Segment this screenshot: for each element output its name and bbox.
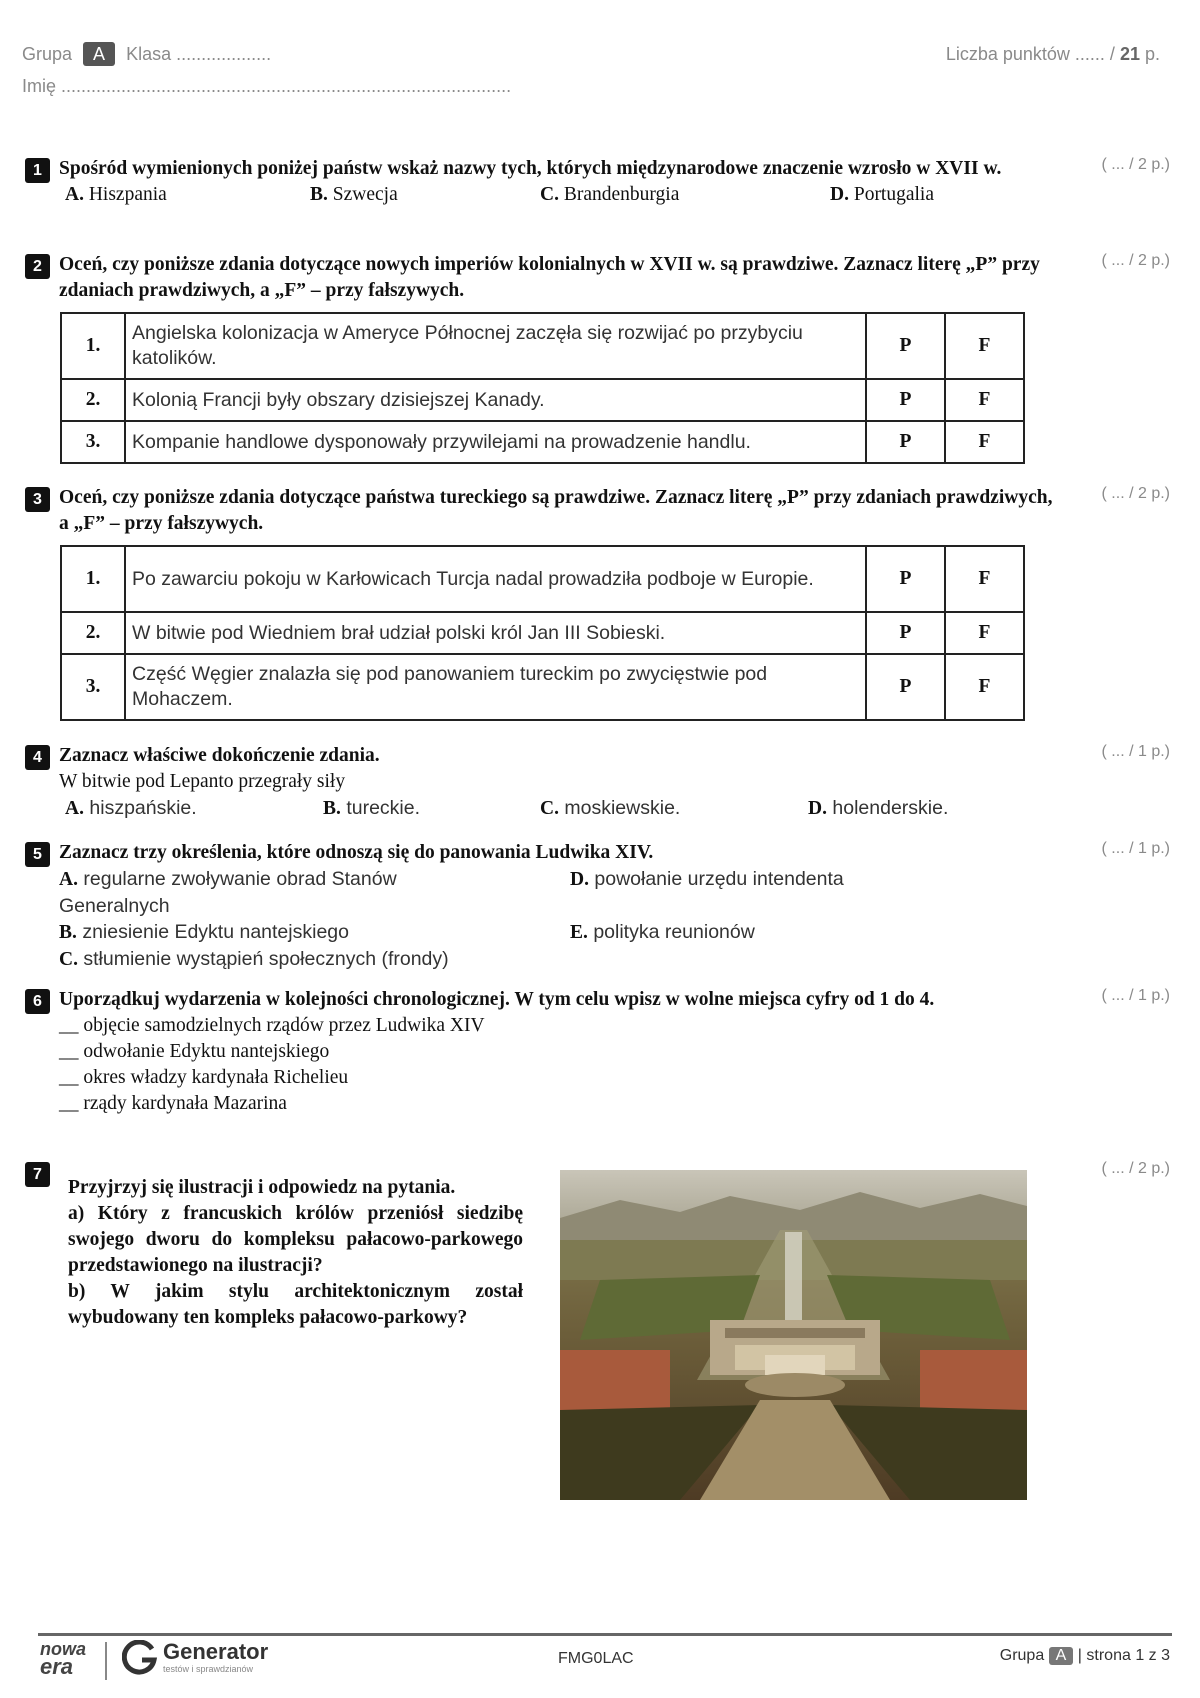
options-left (59, 866, 459, 973)
question-6 (25, 987, 1175, 1117)
options-right (570, 866, 990, 946)
table-row (61, 313, 1024, 379)
question-text: Oceń, czy poniższe zdania dotyczące nowych imperiów kolonialnych w XVII w. są prawdziwe. Zaznacz literę „P” przy zdaniach prawdziwych, a „F” – przy fałszywych. (59, 254, 1040, 301)
question-number: 5 (25, 842, 50, 867)
generator-brand: Generator testów i sprawdzianów (163, 1639, 269, 1674)
question-4 (25, 743, 1175, 822)
row-number: 3. (61, 654, 125, 720)
question-points: ( ... / 1 p.) (1101, 743, 1170, 760)
option-d[interactable]: D. holenderskie. (808, 797, 949, 819)
question-text: Oceń, czy poniższe zdania dotyczące państwa tureckiego są prawdziwe. Zaznacz literę „P” przy zdaniach prawdziwych, a „F” – przy fałszywych. (59, 487, 1053, 534)
option-b[interactable]: B. Szwecja (310, 184, 398, 205)
table-row (61, 546, 1024, 612)
question-text: Spośród wymienionych poniżej państw wskaż nazwy tych, których międzynarodowe znaczenie wzrosło w XVII w. (59, 158, 1002, 179)
true-false-table (60, 545, 1025, 721)
row-number: 1. (61, 313, 125, 379)
logo-divider (105, 1642, 107, 1680)
generator-logo-icon (122, 1640, 158, 1676)
question-number: 1 (25, 158, 50, 183)
false-cell[interactable]: F (945, 313, 1024, 379)
true-false-table (60, 312, 1025, 464)
statement: Część Węgier znalazła się pod panowaniem tureckim po zwycięstwie pod Mohaczem. (125, 654, 866, 720)
question-number: 6 (25, 989, 50, 1014)
option-c[interactable]: C. moskiewskie. (540, 797, 681, 819)
options (65, 182, 1175, 208)
row-number: 1. (61, 546, 125, 612)
group-label: Grupa (22, 44, 73, 64)
ordering-item[interactable]: __ rządy kardynała Mazarina (59, 1093, 287, 1114)
false-cell[interactable]: F (945, 612, 1024, 654)
question-number: 4 (25, 745, 50, 770)
false-cell[interactable]: F (945, 546, 1024, 612)
statement: Angielska kolonizacja w Ameryce Północnej zaczęła się rozwijać po przybyciu katolików. (125, 313, 866, 379)
row-number: 3. (61, 421, 125, 463)
false-cell[interactable]: F (945, 421, 1024, 463)
option-b[interactable]: B. zniesienie Edyktu nantejskiego (59, 921, 349, 943)
nowa-era-logo: nowa era (40, 1639, 87, 1679)
question-points: ( ... / 2 p.) (1101, 485, 1170, 502)
ordering-item[interactable]: __ odwołanie Edyktu nantejskiego (59, 1041, 330, 1062)
name-label: Imię .......................................................................................... (22, 76, 512, 96)
true-cell[interactable]: P (866, 654, 945, 720)
question-1 (25, 156, 1175, 208)
statement: W bitwie pod Wiedniem brał udział polski król Jan III Sobieski. (125, 612, 866, 654)
group-badge: A (83, 42, 115, 66)
true-cell[interactable]: P (866, 612, 945, 654)
question-number: 3 (25, 487, 50, 512)
question-number: 7 (25, 1162, 50, 1187)
question-intro: Przyjrzyj się ilustracji i odpowiedz na pytania. (68, 1177, 456, 1198)
question-2 (25, 252, 1175, 453)
question-3 (25, 485, 1175, 710)
option-e[interactable]: E. polityka reunionów (570, 921, 755, 943)
document-code: FMG0LAC (558, 1650, 634, 1667)
question-text (68, 1175, 523, 1331)
false-cell[interactable]: F (945, 379, 1024, 421)
table-row (61, 654, 1024, 720)
statement: Kolonią Francji były obszary dzisiejszej Kanady. (125, 379, 866, 421)
option-c[interactable]: C. Brandenburgia (540, 184, 680, 205)
option-b[interactable]: B. tureckie. (323, 797, 421, 819)
option-d[interactable]: D. Portugalia (830, 184, 934, 205)
question-text: Zaznacz właściwe dokończenie zdania. (59, 745, 380, 766)
footer-divider (38, 1633, 1172, 1636)
points-unit: p. (1144, 44, 1160, 64)
false-cell[interactable]: F (945, 654, 1024, 720)
ordering-item[interactable]: __ okres władzy kardynała Richelieu (59, 1067, 349, 1088)
row-number: 2. (61, 379, 125, 421)
points-label: Liczba punktów ...... / (945, 44, 1115, 64)
question-5 (25, 840, 1175, 970)
option-a[interactable]: A. hiszpańskie. (65, 797, 197, 819)
true-cell[interactable]: P (866, 546, 945, 612)
table-row (61, 421, 1024, 463)
question-stem: W bitwie pod Lepanto przegrały siły (59, 771, 346, 792)
question-b: b) W jakim stylu architektonicznym został wybudowany ten kompleks pałacowo-parkowy? (68, 1281, 523, 1328)
footer-group-badge: A (1049, 1647, 1074, 1665)
points-total: 21 (1119, 44, 1140, 64)
footer-page-info: Grupa A | strona 1 z 3 (999, 1647, 1170, 1664)
question-points: ( ... / 2 p.) (1101, 156, 1170, 173)
true-cell[interactable]: P (866, 313, 945, 379)
ordering-item[interactable]: __ objęcie samodzielnych rządów przez Ludwika XIV (59, 1015, 485, 1036)
statement: Po zawarciu pokoju w Karłowicach Turcja nadal prowadziła podboje w Europie. (125, 546, 866, 612)
table-row (61, 379, 1024, 421)
question-number: 2 (25, 254, 50, 279)
versailles-painting (560, 1170, 1027, 1500)
points-summary (946, 44, 1160, 65)
option-a[interactable]: A. regularne zwoływanie obrad Stanów Generalnych (59, 868, 397, 917)
question-points: ( ... / 2 p.) (1101, 252, 1170, 269)
class-label: Klasa ................... (126, 44, 272, 64)
options (65, 795, 1175, 822)
true-cell[interactable]: P (866, 379, 945, 421)
statement: Kompanie handlowe dysponowały przywilejami na prowadzenie handlu. (125, 421, 866, 463)
question-points: ( ... / 1 p.) (1101, 987, 1170, 1004)
question-text: Uporządkuj wydarzenia w kolejności chronologicznej. W tym celu wpisz w wolne miejsca cyfry od 1 do 4. (59, 989, 935, 1010)
question-a: a) Który z francuskich królów przeniósł siedzibę swojego dworu do kompleksu pałacowo-parkowego przedstawionego na ilustracji? (68, 1203, 523, 1276)
option-d[interactable]: D. powołanie urzędu intendenta (570, 868, 844, 890)
table-row (61, 612, 1024, 654)
question-text: Zaznacz trzy określenia, które odnoszą się do panowania Ludwika XIV. (59, 842, 654, 863)
row-number: 2. (61, 612, 125, 654)
question-points: ( ... / 2 p.) (1101, 1160, 1170, 1177)
option-c[interactable]: C. stłumienie wystąpień społecznych (frondy) (59, 948, 449, 970)
option-a[interactable]: A. Hiszpania (65, 184, 167, 205)
true-cell[interactable]: P (866, 421, 945, 463)
question-points: ( ... / 1 p.) (1101, 840, 1170, 857)
header-group (22, 42, 271, 66)
